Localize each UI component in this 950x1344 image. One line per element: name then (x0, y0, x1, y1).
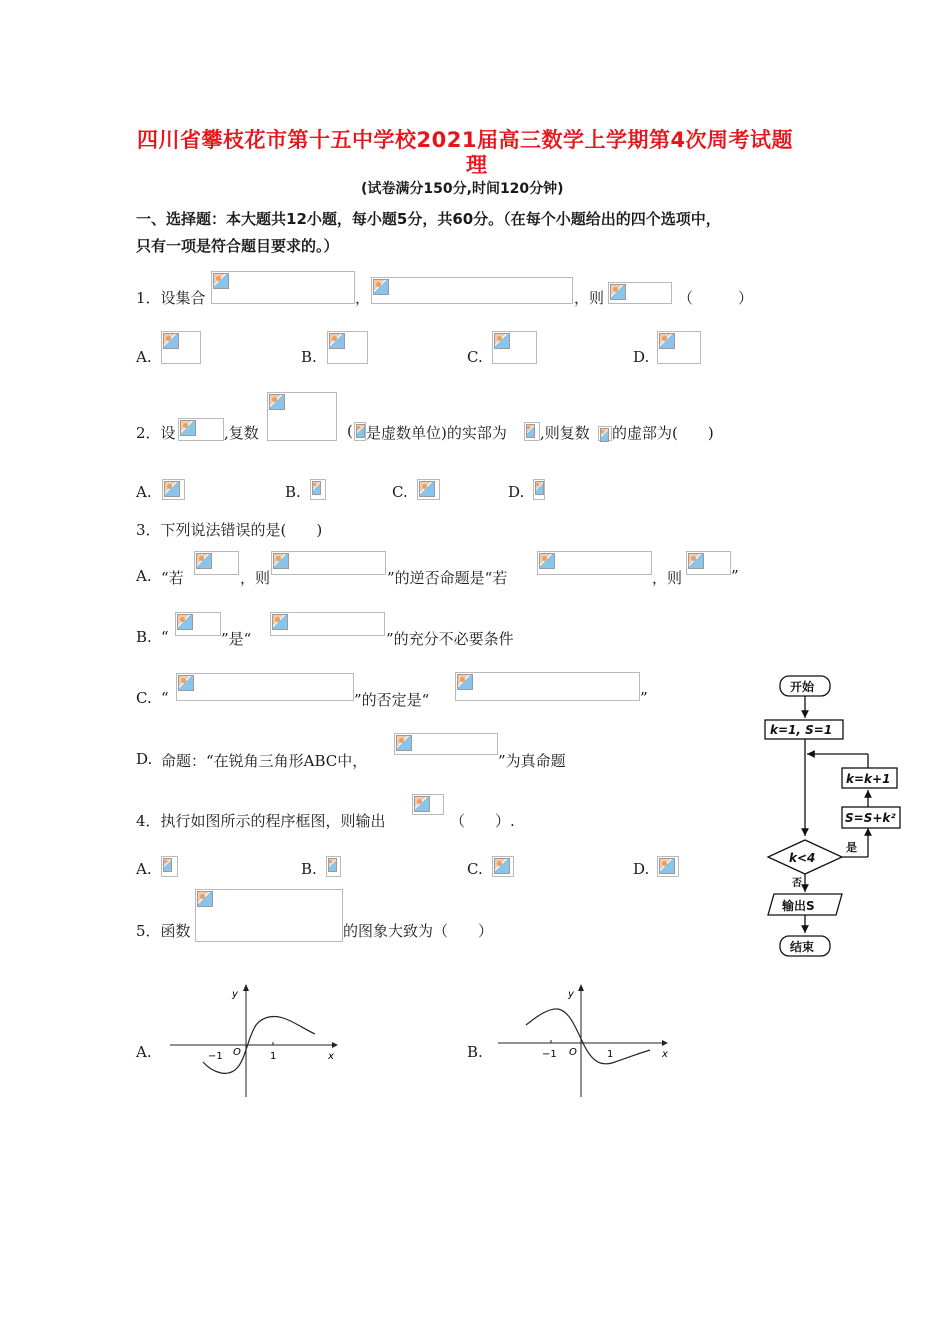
q3-c-text: ”的否定是“ (354, 691, 430, 709)
q1-then: ，则 (574, 289, 605, 307)
formula-image (267, 392, 337, 441)
formula-image (195, 889, 343, 942)
formula-image (371, 277, 573, 304)
q3-stem: 3．下列说法错误的是( ) (136, 521, 323, 539)
formula-image (162, 479, 185, 500)
x-label: x (328, 1051, 334, 1062)
formula-image (194, 551, 239, 575)
q5-suffix: 的图象大致为（ ） (343, 922, 494, 940)
formula-image (310, 479, 326, 500)
origin-label: O (569, 1047, 577, 1058)
formula-image (417, 479, 440, 500)
formula-image (533, 479, 545, 500)
q2-unit: 是虚数单位)的实部为 (366, 424, 507, 442)
flow-update-k-label: k=k+1 (846, 772, 891, 786)
q3-option-c: C. (136, 689, 152, 707)
flow-start-label: 开始 (790, 680, 815, 694)
formula-image (524, 422, 540, 441)
q1-option-b: B. (301, 348, 317, 366)
q5-option-b: B. (467, 1043, 483, 1061)
formula-image (326, 856, 341, 877)
flow-update-s-label: S=S+k² (845, 811, 896, 825)
formula-image (394, 733, 498, 755)
formula-image (175, 612, 221, 636)
q3-a-text: “若 (161, 569, 184, 587)
formula-image (537, 551, 652, 575)
q1-option-a: A. (136, 348, 152, 366)
formula-image (178, 418, 224, 441)
formula-image (455, 672, 640, 701)
q5-option-a: A. (136, 1043, 152, 1061)
section-heading-cont: 只有一项是符合题目要求的。） (136, 237, 339, 255)
formula-image (211, 271, 355, 304)
page-title-continued: 理 (466, 153, 488, 177)
q4-option-a: A. (136, 860, 152, 878)
formula-image (176, 673, 354, 701)
exam-subtitle: (试卷满分150分,时间120分钟) (361, 181, 564, 197)
formula-image (271, 551, 386, 575)
tick-label-neg1: −1 (208, 1051, 223, 1062)
formula-image (327, 331, 368, 364)
formula-image (270, 612, 385, 636)
flow-yes-label: 是 (846, 841, 857, 854)
flow-no-label: 否 (792, 878, 802, 889)
q3-a-text: ，则 (652, 569, 683, 587)
q2-option-c: C. (392, 483, 408, 501)
formula-image (657, 856, 679, 877)
q3-a-text: ” (731, 567, 739, 585)
q3-d-text: ”为真命题 (498, 752, 566, 770)
formula-image (608, 282, 672, 304)
graph-option-a (160, 975, 350, 1105)
x-axis-arrow (662, 1040, 668, 1046)
q3-d-text: 命题：“在锐角三角形ABC中， (161, 752, 368, 770)
q4-option-b: B. (301, 860, 317, 878)
formula-image (492, 856, 514, 877)
y-axis-arrow (243, 984, 249, 991)
q2-prefix: 2．设 (136, 424, 176, 442)
y-label: y (232, 989, 238, 1000)
formula-image (161, 856, 178, 877)
q3-a-text: ，则 (240, 569, 271, 587)
tick-label-neg1: −1 (542, 1049, 557, 1060)
q2-imag: 的虚部为( ) (612, 424, 714, 442)
q5-prefix: 5．函数 (136, 922, 191, 940)
q4-stem: 4．执行如图所示的程序框图，则输出 (136, 812, 386, 830)
q3-option-a: A. (136, 567, 152, 585)
q4-option-d: D. (633, 860, 650, 878)
q3-option-b: B. (136, 628, 152, 646)
q3-b-text: “ (161, 628, 169, 646)
graph-option-b (492, 975, 682, 1105)
section-heading: 一、选择题：本大题共12小题，每小题5分，共60分。（在每个小题给出的四个选项中， (136, 210, 721, 228)
q3-b-text: ”的充分不必要条件 (386, 630, 514, 648)
formula-image (354, 422, 366, 441)
q1-comma: ， (355, 289, 371, 307)
q1-paren: （ ） (678, 289, 754, 307)
q1-option-d: D. (633, 348, 650, 366)
q1-option-c: C. (467, 348, 483, 366)
q3-option-d: D. (136, 750, 153, 768)
formula-image (161, 331, 201, 364)
q2-option-a: A. (136, 483, 152, 501)
flow-cond-label: k<4 (789, 851, 816, 865)
q1-prefix: 1．设集合 (136, 289, 206, 307)
formula-image (412, 794, 444, 815)
q3-c-text: “ (161, 689, 169, 707)
tick-label-1: 1 (270, 1051, 277, 1062)
q3-c-text: ” (640, 689, 648, 707)
q2-option-d: D. (508, 483, 525, 501)
q2-option-b: B. (285, 483, 301, 501)
x-axis-arrow (332, 1042, 338, 1048)
origin-label: O (233, 1047, 241, 1058)
program-flowchart (760, 670, 910, 965)
flow-end-label: 结束 (790, 940, 815, 954)
q3-b-text: ”是“ (221, 630, 252, 648)
flow-init-label: k=1, S=1 (770, 723, 833, 737)
q2-paren-open: ( (347, 422, 353, 440)
q2-fushu: ,复数 (224, 424, 259, 442)
formula-image (657, 331, 701, 364)
q3-a-text: ”的逆否命题是“若 (387, 569, 508, 587)
q4-paren: （ ）. (450, 812, 515, 830)
formula-image (686, 551, 731, 575)
x-label: x (662, 1049, 668, 1060)
tick-label-1: 1 (607, 1049, 614, 1060)
page-title: 四川省攀枝花市第十五中学校2021届高三数学上学期第4次周考试题 (137, 128, 794, 152)
y-axis-arrow (578, 984, 584, 991)
formula-image (492, 331, 537, 364)
y-label: y (568, 989, 574, 1000)
flow-output-label: 输出S (782, 899, 815, 913)
q4-option-c: C. (467, 860, 483, 878)
formula-image (598, 426, 612, 441)
q2-then: ,则复数 (540, 424, 590, 442)
